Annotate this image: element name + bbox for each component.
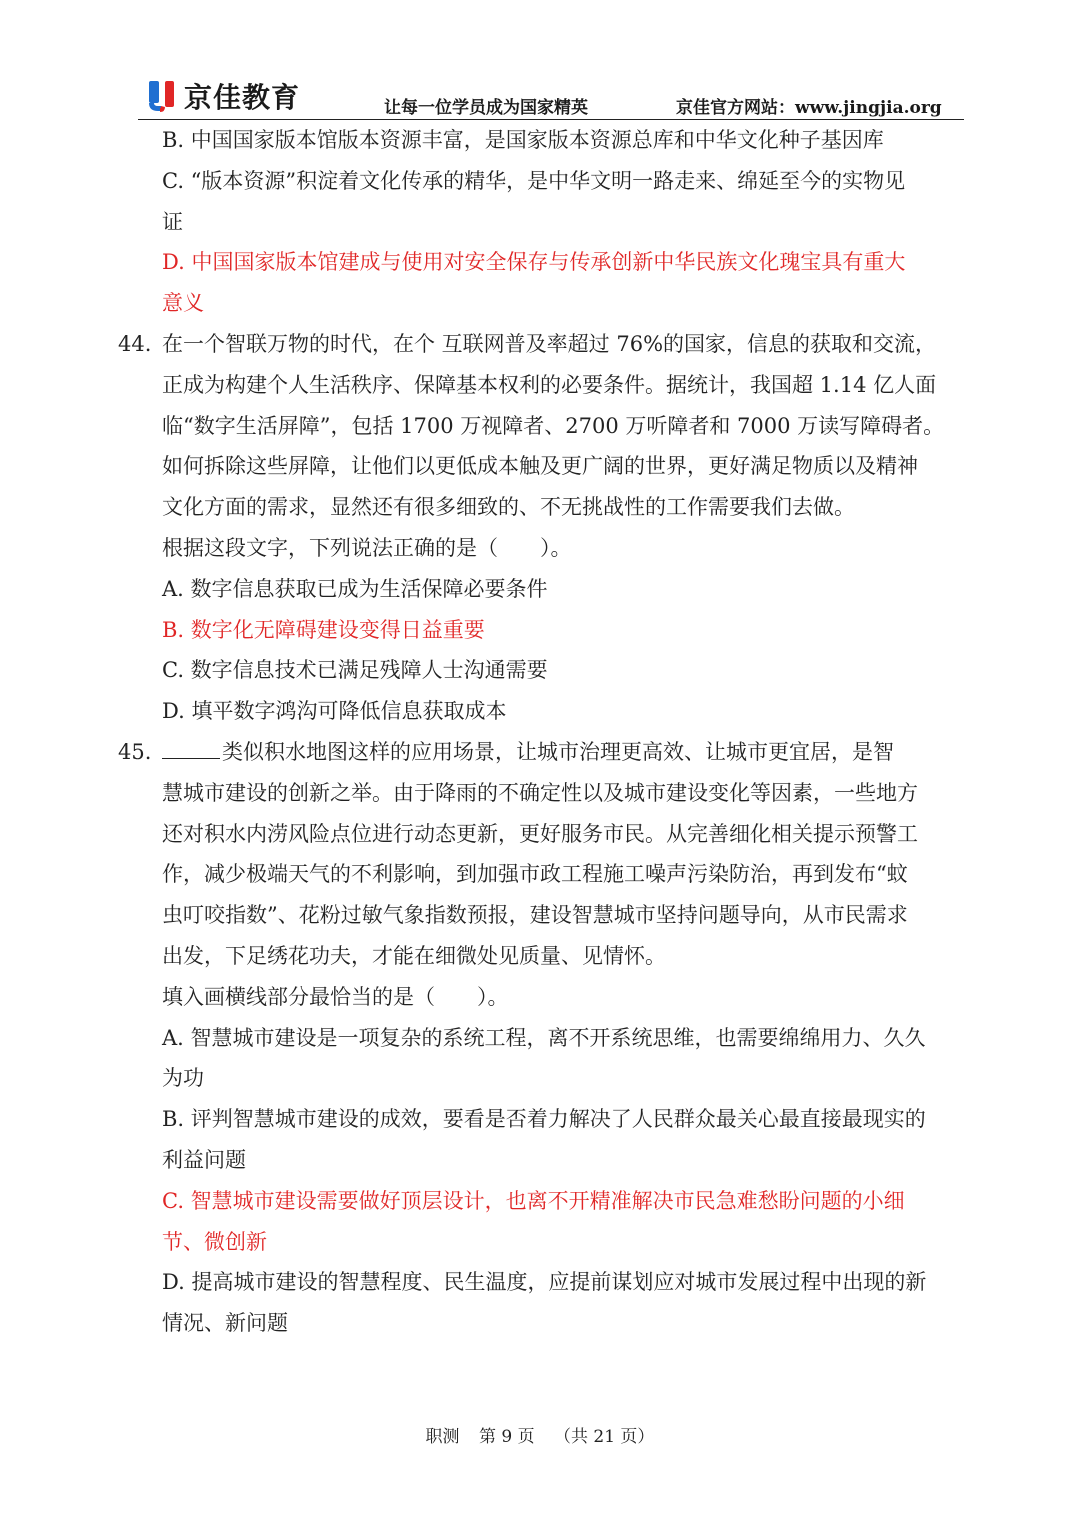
footer-subject: 职测 — [425, 1427, 460, 1447]
footer-total-pages: （共 21 页） — [553, 1427, 655, 1447]
q45-option-b-cont: 利益问题 — [162, 1147, 246, 1172]
q43-option-d-answer: D. 中国国家版本馆建成与使用对安全保存与传承创新中华民族文化瑰宝具有重大 — [162, 250, 906, 275]
q45-option-b: B. 评判智慧城市建设的成效，要看是否着力解决了人民群众最关心最直接最现实的 — [162, 1107, 926, 1132]
q45-option-a-cont: 为功 — [162, 1066, 204, 1091]
q44-option-a: A. 数字信息获取已成为生活保障必要条件 — [162, 576, 548, 601]
logo-text: 京佳教育 — [184, 81, 301, 114]
header-website: 京佳官方网站：www.jingjia.org — [676, 98, 942, 118]
q44-option-b-answer: B. 数字化无障碍建设变得日益重要 — [162, 617, 485, 642]
q45-stem-line — [118, 732, 968, 773]
q45-stem-line: 作，减少极端天气的不利影响，到加强市政工程施工噪声污染防治，再到发布“蚊 — [162, 862, 908, 887]
q45-option-d: D. 提高城市建设的智慧程度、民生温度，应提前谋划应对城市发展过程中出现的新 — [162, 1270, 927, 1295]
q43-option-c: C. “版本资源”积淀着文化传承的精华，是中华文明一路走来、绵延至今的实物见 — [162, 168, 906, 193]
logo — [146, 78, 300, 114]
page-header — [138, 76, 964, 120]
q45-stem-line: 还对积水内涝风险点位进行动态更新，更好服务市民。从完善细化相关提示预警工 — [162, 821, 918, 846]
q45-number: 45. — [118, 739, 152, 764]
q44-stem-text: 在一个智联万物的时代，在个 互联网普及率超过 76%的国家，信息的获取和交流， — [162, 331, 937, 356]
q45-option-d-cont: 情况、新问题 — [162, 1311, 288, 1336]
q45-stem-line: 慧城市建设的创新之举。由于降雨的不确定性以及城市建设变化等因素，一些地方 — [162, 780, 918, 805]
page-footer — [0, 1422, 1080, 1447]
q44-question: 根据这段文字，下列说法正确的是（ ）。 — [162, 535, 572, 560]
q44-stem-line: 文化方面的需求，显然还有很多细致的、不无挑战性的工作需要我们去做。 — [162, 495, 855, 520]
footer-page-number: 第 9 页 — [478, 1427, 535, 1447]
q45-option-a: A. 智慧城市建设是一项复杂的系统工程，离不开系统思维，也需要绵绵用力、久久 — [162, 1025, 926, 1050]
q44-option-d: D. 填平数字鸿沟可降低信息获取成本 — [162, 699, 507, 724]
answer-blank — [162, 736, 220, 759]
q45-stem-line: 虫叮咬指数”、花粉过敏气象指数预报，建设智慧城市坚持问题导向，从市民需求 — [162, 903, 908, 928]
q45-option-c-cont: 节、微创新 — [162, 1229, 267, 1254]
header-slogan: 让每一位学员成为国家精英 — [384, 98, 588, 118]
q44-option-c: C. 数字信息技术已满足残障人士沟通需要 — [162, 658, 548, 683]
q43-option-b: B. 中国国家版本馆版本资源丰富，是国家版本资源总库和中华文化种子基因库 — [162, 128, 884, 152]
q45-option-c-answer: C. 智慧城市建设需要做好顶层设计，也离不开精准解决市民急难愁盼问题的小细 — [162, 1188, 905, 1213]
q44-stem-line — [118, 324, 968, 365]
q44-stem-line: 如何拆除这些屏障，让他们以更低成本触及更广阔的世界，更好满足物质以及精神 — [162, 454, 918, 479]
jingjia-logo-icon — [146, 79, 178, 113]
q44-stem-line: 正成为构建个人生活秩序、保障基本权利的必要条件。据统计，我国超 1.14 亿人面 — [162, 372, 937, 397]
q44-stem-line: 临“数字生活屏障”，包括 1700 万视障者、2700 万听障者和 7000 万读写障碍者。 — [162, 413, 945, 438]
page-content — [118, 120, 968, 1344]
q44-number: 44. — [118, 331, 152, 356]
q43-option-c-cont: 证 — [162, 209, 183, 234]
q45-stem-line: 出发，下足绣花功夫，才能在细微处见质量、见情怀。 — [162, 943, 666, 968]
q45-question: 填入画横线部分最恰当的是（ ）。 — [162, 984, 509, 1009]
q45-stem-text: 类似积水地图这样的应用场景，让城市治理更高效、让城市更宜居，是智 — [222, 739, 894, 764]
q43-option-d-cont: 意义 — [162, 291, 204, 316]
